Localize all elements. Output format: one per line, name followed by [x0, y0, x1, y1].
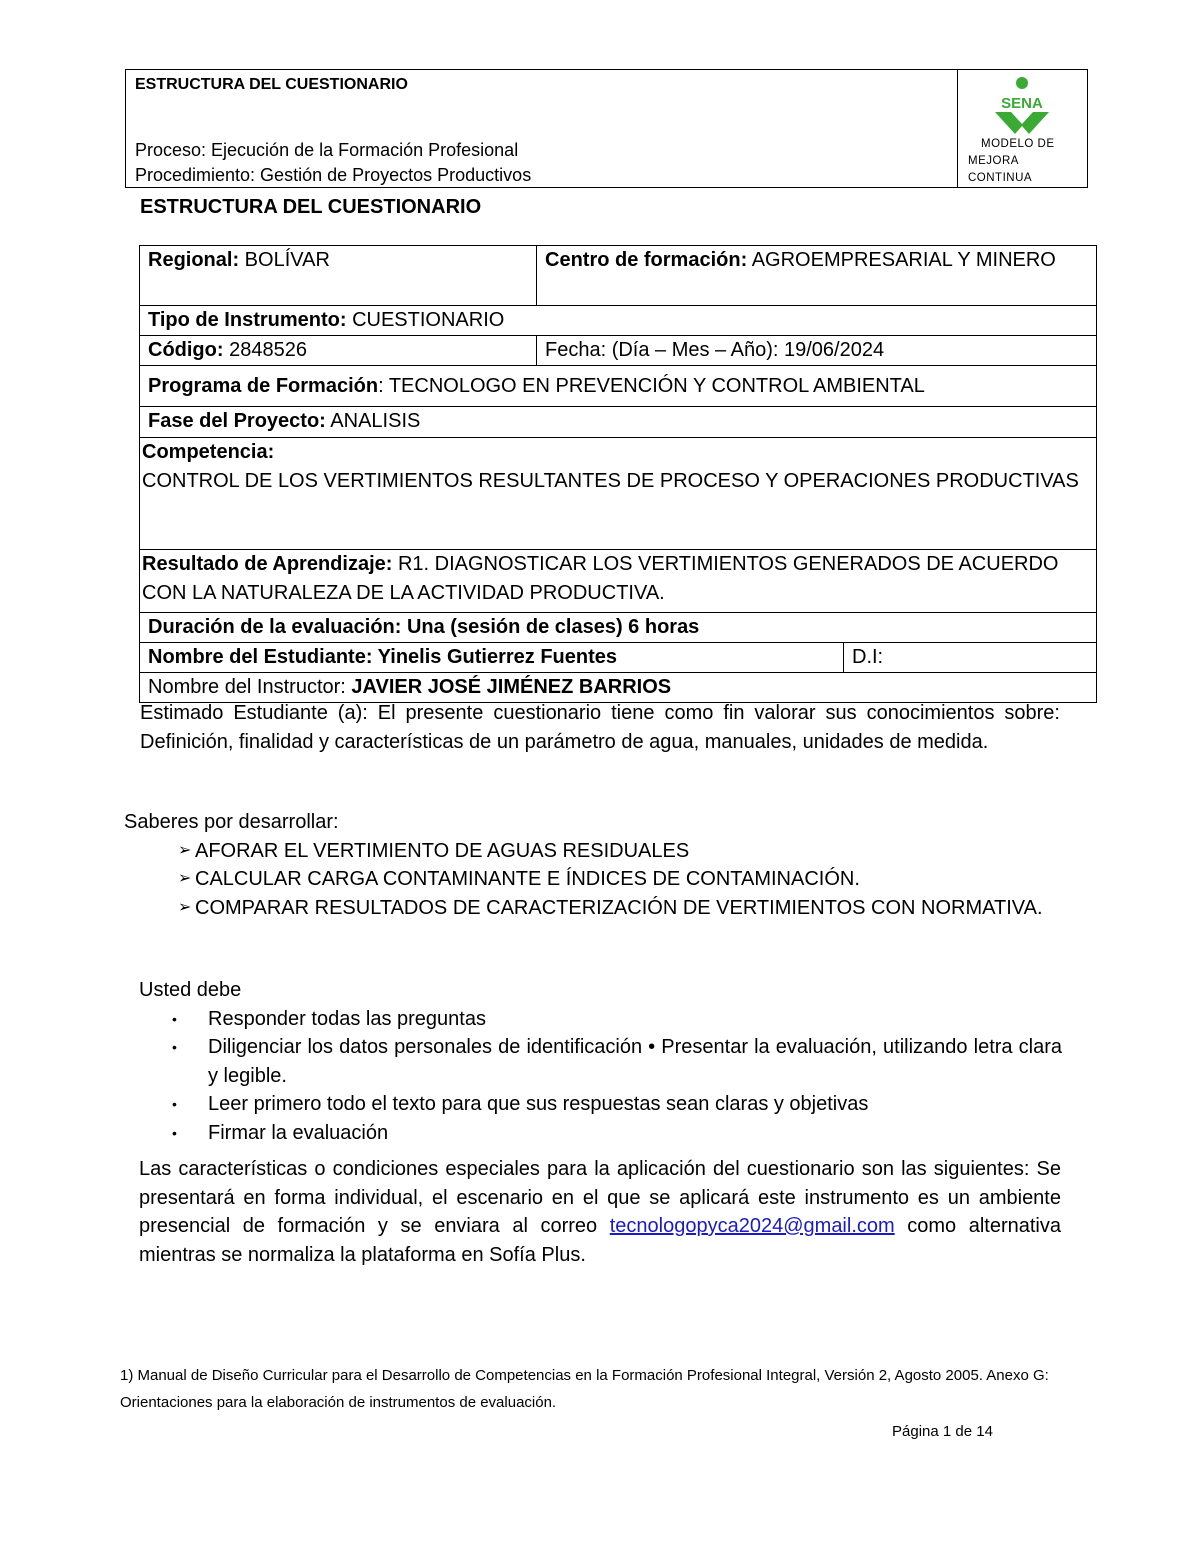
bullet-icon: •	[172, 1010, 177, 1027]
header-proceso: Proceso: Ejecución de la Formación Profesional	[135, 140, 519, 160]
duracion-cell: Duración de la evaluación: Una (sesión de clases) 6 horas	[140, 613, 1097, 643]
document-title: ESTRUCTURA DEL CUESTIONARIO	[140, 196, 482, 218]
page-number: Página 1 de 14	[892, 1423, 993, 1440]
arrow-bullet-icon: ➢	[178, 870, 192, 887]
bullet-icon: •	[172, 1124, 177, 1141]
logo-caption-1: MODELO DE	[981, 138, 1055, 150]
header-info	[126, 70, 958, 187]
saberes-title: Saberes por desarrollar:	[124, 811, 339, 833]
resultado-cell: Resultado de Aprendizaje: R1. DIAGNOSTICAR LOS VERTIMIENTOS GENERADOS DE ACUERDO CON LA NATURALEZA DE LA ACTIVIDAD PRODUCTIVA.	[140, 550, 1097, 613]
bullet-icon: •	[172, 1096, 177, 1112]
saberes-list	[140, 837, 1062, 923]
logo-text: SENA	[1001, 95, 1043, 112]
list-item: • Firmar la evaluación	[139, 1119, 1062, 1148]
document-header	[125, 69, 1088, 188]
usted-debe-title: Usted debe	[139, 979, 242, 1001]
list-item: • Responder todas las preguntas	[139, 1005, 1062, 1034]
bullet-icon: •	[172, 1039, 177, 1055]
caracteristicas-paragraph: Las características o condiciones especiales para la aplicación del cuestionario son las siguientes: Se presentará en forma individual, el escenario en el que se aplicará este instrumento es un ambiente presencial de formación y se enviara al correo tecnologopyca2024@gmail.com como alternativa mientras se normaliza la plataforma en Sofía Plus.	[139, 1158, 1061, 1266]
list-item: ➢ AFORAR EL VERTIMIENTO DE AGUAS RESIDUALES	[140, 837, 1062, 866]
usted-debe-list	[139, 1005, 1062, 1148]
instructor-cell: Nombre del Instructor: JAVIER JOSÉ JIMÉNEZ BARRIOS	[140, 673, 1097, 703]
tipo-cell: Tipo de Instrumento: CUESTIONARIO	[140, 306, 1097, 336]
arrow-bullet-icon: ➢	[178, 841, 192, 859]
usted-debe-section	[139, 976, 1062, 1147]
di-cell: D.I:	[844, 643, 1097, 673]
fecha-cell: Fecha: (Día – Mes – Año): 19/06/2024	[537, 336, 1097, 366]
logo-caption-2: MEJORA	[968, 155, 1019, 167]
list-item: • Diligenciar los datos personales de identificación • Presentar la evaluación, utilizando letra clara y legible.	[139, 1033, 1062, 1090]
arrow-bullet-icon: ➢	[178, 898, 192, 916]
header-logo-cell	[958, 70, 1088, 187]
list-item: ➢ CALCULAR CARGA CONTAMINANTE E ÍNDICES DE CONTAMINACIÓN.	[140, 865, 1062, 894]
header-title: ESTRUCTURA DEL CUESTIONARIO	[135, 76, 408, 93]
email-link[interactable]: tecnologopyca2024@gmail.com	[609, 1215, 895, 1237]
programa-cell: Programa de Formación: TECNOLOGO EN PREVENCIÓN Y CONTROL AMBIENTAL	[140, 366, 1097, 407]
header-procedimiento: Procedimiento: Gestión de Proyectos Productivos	[135, 165, 532, 185]
list-item: ➢ COMPARAR RESULTADOS DE CARACTERIZACIÓN DE VERTIMIENTOS CON NORMATIVA.	[140, 894, 1062, 923]
footnote: 1) Manual de Diseño Curricular para el Desarrollo de Competencias en la Formación Profesional Integral, Versión 2, Agosto 2005. Anexo G: Orientaciones para la elaboración de instrumentos de evaluación.	[120, 1367, 1049, 1411]
codigo-cell: Código: 2848526	[140, 336, 537, 366]
regional-cell: Regional: BOLÍVAR	[140, 246, 537, 306]
sena-logo	[989, 76, 1055, 138]
estudiante-cell: Nombre del Estudiante: Yinelis Gutierrez Fuentes	[140, 643, 844, 673]
fase-cell: Fase del Proyecto: ANALISIS	[140, 407, 1097, 438]
competencia-cell: Competencia: CONTROL DE LOS VERTIMIENTOS RESULTANTES DE PROCESO Y OPERACIONES PRODUCTIVAS	[140, 438, 1097, 550]
saberes-section	[124, 808, 1062, 922]
list-item: • Leer primero todo el texto para que sus respuestas sean claras y objetivas	[139, 1090, 1062, 1119]
centro-cell: Centro de formación: AGROEMPRESARIAL Y MINERO	[537, 246, 1097, 306]
info-table	[139, 245, 1097, 703]
intro-paragraph: Estimado Estudiante (a): El presente cuestionario tiene como fin valorar sus conocimientos sobre: Definición, finalidad y características de un parámetro de agua, manuales, unidades de medida.	[140, 702, 1060, 753]
logo-caption-3: CONTINUA	[968, 172, 1033, 184]
